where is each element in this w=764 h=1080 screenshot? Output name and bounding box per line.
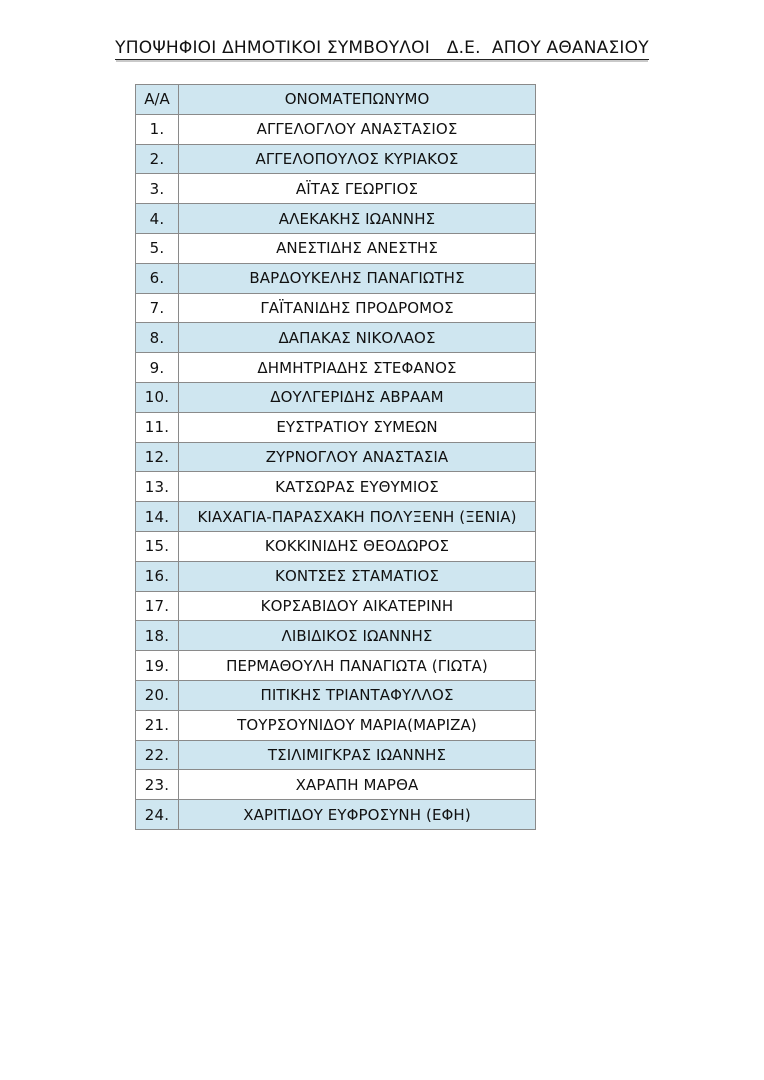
candidate-name: ΑΝΕΣΤΙΔΗΣ ΑΝΕΣΤΗΣ	[179, 233, 536, 263]
header-number: Α/Α	[136, 85, 179, 115]
row-number: 5.	[136, 233, 179, 263]
row-number: 19.	[136, 651, 179, 681]
candidate-name: ΔΟΥΛΓΕΡΙΔΗΣ ΑΒΡΑΑΜ	[179, 382, 536, 412]
candidate-name: ΖΥΡΝΟΓΛΟΥ ΑΝΑΣΤΑΣΙΑ	[179, 442, 536, 472]
table-row	[136, 263, 536, 293]
row-number: 9.	[136, 353, 179, 383]
table-body	[136, 114, 536, 829]
row-number: 14.	[136, 502, 179, 532]
row-number: 15.	[136, 531, 179, 561]
table-row	[136, 323, 536, 353]
row-number: 24.	[136, 800, 179, 830]
row-number: 13.	[136, 472, 179, 502]
table-row	[136, 353, 536, 383]
row-number: 20.	[136, 680, 179, 710]
candidate-name: ΒΑΡΔΟΥΚΕΛΗΣ ΠΑΝΑΓΙΩΤΗΣ	[179, 263, 536, 293]
row-number: 6.	[136, 263, 179, 293]
row-number: 18.	[136, 621, 179, 651]
row-number: 2.	[136, 144, 179, 174]
row-number: 23.	[136, 770, 179, 800]
candidates-table	[135, 84, 536, 830]
candidate-name: ΠΕΡΜΑΘΟΥΛΗ ΠΑΝΑΓΙΩΤΑ (ΓΙΩΤΑ)	[179, 651, 536, 681]
table-row	[136, 293, 536, 323]
candidate-name: ΚΑΤΣΩΡΑΣ ΕΥΘΥΜΙΟΣ	[179, 472, 536, 502]
table-row	[136, 412, 536, 442]
candidate-name: ΛΙΒΙΔΙΚΟΣ ΙΩΑΝΝΗΣ	[179, 621, 536, 651]
table-row	[136, 770, 536, 800]
candidate-name: ΚΟΚΚΙΝΙΔΗΣ ΘΕΟΔΩΡΟΣ	[179, 531, 536, 561]
table-row	[136, 114, 536, 144]
row-number: 21.	[136, 710, 179, 740]
table-row	[136, 621, 536, 651]
table-row	[136, 740, 536, 770]
table-row	[136, 531, 536, 561]
row-number: 22.	[136, 740, 179, 770]
header-full-name: ΟΝΟΜΑΤΕΠΩΝΥΜΟ	[179, 85, 536, 115]
row-number: 1.	[136, 114, 179, 144]
table-row	[136, 204, 536, 234]
candidate-name: ΓΑΪΤΑΝΙΔΗΣ ΠΡΟΔΡΟΜΟΣ	[179, 293, 536, 323]
row-number: 10.	[136, 382, 179, 412]
candidate-name: ΤΟΥΡΣΟΥΝΙΔΟΥ ΜΑΡΙΑ(ΜΑΡΙΖΑ)	[179, 710, 536, 740]
table-header-row	[136, 85, 536, 115]
row-number: 17.	[136, 591, 179, 621]
page-title	[0, 38, 764, 58]
row-number: 11.	[136, 412, 179, 442]
table-row	[136, 561, 536, 591]
candidate-name: ΔΗΜΗΤΡΙΑΔΗΣ ΣΤΕΦΑΝΟΣ	[179, 353, 536, 383]
row-number: 3.	[136, 174, 179, 204]
candidate-name: ΕΥΣΤΡΑΤΙΟΥ ΣΥΜΕΩΝ	[179, 412, 536, 442]
candidate-name: ΑΓΓΕΛΟΓΛΟΥ ΑΝΑΣΤΑΣΙΟΣ	[179, 114, 536, 144]
candidate-name: ΑΓΓΕΛΟΠΟΥΛΟΣ ΚΥΡΙΑΚΟΣ	[179, 144, 536, 174]
table-row	[136, 382, 536, 412]
row-number: 7.	[136, 293, 179, 323]
candidate-name: ΑΪΤΑΣ ΓΕΩΡΓΙΟΣ	[179, 174, 536, 204]
candidate-name: ΚΟΝΤΣΕΣ ΣΤΑΜΑΤΙΟΣ	[179, 561, 536, 591]
candidate-name: ΠΙΤΙΚΗΣ ΤΡΙΑΝΤΑΦΥΛΛΟΣ	[179, 680, 536, 710]
table-row	[136, 174, 536, 204]
table-row	[136, 800, 536, 830]
row-number: 12.	[136, 442, 179, 472]
table-row	[136, 591, 536, 621]
candidate-name: ΤΣΙΛΙΜΙΓΚΡΑΣ ΙΩΑΝΝΗΣ	[179, 740, 536, 770]
candidate-name: ΚΟΡΣΑΒΙΔΟΥ ΑΙΚΑΤΕΡΙΝΗ	[179, 591, 536, 621]
candidate-name: ΔΑΠΑΚΑΣ ΝΙΚΟΛΑΟΣ	[179, 323, 536, 353]
page-title-text: ΥΠΟΨΗΦΙΟΙ ΔΗΜΟΤΙΚΟΙ ΣΥΜΒΟΥΛΟΙ Δ.Ε. ΑΠΟΥ ΑΘΑΝΑΣΙΟΥ	[115, 38, 649, 58]
candidate-name: ΧΑΡΙΤΙΔΟΥ ΕΥΦΡΟΣΥΝΗ (ΕΦΗ)	[179, 800, 536, 830]
row-number: 4.	[136, 204, 179, 234]
row-number: 16.	[136, 561, 179, 591]
table-row	[136, 502, 536, 532]
table-row	[136, 680, 536, 710]
candidate-name: ΧΑΡΑΠΗ ΜΑΡΘΑ	[179, 770, 536, 800]
table-row	[136, 144, 536, 174]
table-row	[136, 233, 536, 263]
table-row	[136, 472, 536, 502]
table-row	[136, 710, 536, 740]
candidate-name: ΑΛΕΚΑΚΗΣ ΙΩΑΝΝΗΣ	[179, 204, 536, 234]
table-row	[136, 651, 536, 681]
table-row	[136, 442, 536, 472]
candidate-name: ΚΙΑΧΑΓΙΑ-ΠΑΡΑΣΧΑΚΗ ΠΟΛΥΞΕΝΗ (ΞΕΝΙΑ)	[179, 502, 536, 532]
row-number: 8.	[136, 323, 179, 353]
